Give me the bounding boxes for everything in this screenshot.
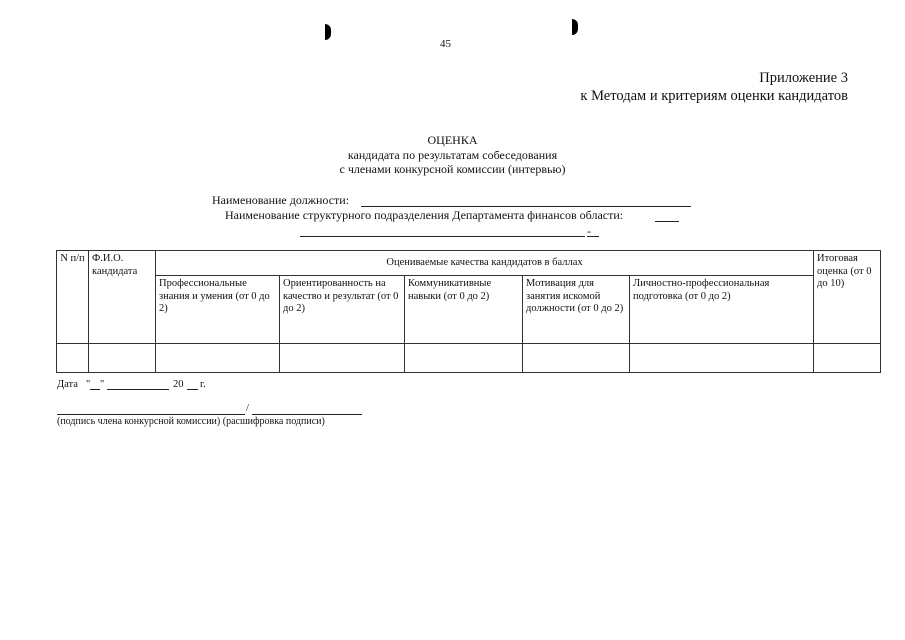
position-label: Наименование должности: [212,193,350,207]
date-label: Дата [57,379,78,390]
date-year-prefix: 20 [173,379,184,390]
header-communication-skills: Коммуникативные навыки (от 0 до 2) [405,276,523,344]
date-year-suffix: г. [200,379,206,390]
document-title: ОЦЕНКА [427,133,478,147]
header-motivation: Мотивация для занятия искомой должности (от 0 до 2) [523,276,630,344]
page-number: 45 [440,38,451,50]
department-label: Наименование структурного подразделения Департамента финансов области: [225,208,624,222]
header-full-name: Ф.И.О. кандидата [89,251,156,344]
cell-personal-professional-training[interactable] [630,344,814,373]
header-total-score: Итоговая оценка (от 0 до 10) [814,251,881,344]
header-qualities-group: Оцениваемые качества кандидатов в баллах [156,251,814,276]
department-tail-line [587,236,599,237]
date-month-line[interactable] [107,389,169,390]
department-fill-line[interactable] [655,221,679,222]
header-quality-orientation: Ориентированность на качество и результат (от 0 до 2) [280,276,405,344]
cell-communication-skills[interactable] [405,344,523,373]
table-row [57,344,881,373]
appendix-subtitle: к Методам и критериям оценки кандидатов [580,88,848,104]
date-quote-close: " [100,379,105,390]
document-subtitle-line-2: с членами конкурсной комиссии (интервью) [339,162,566,176]
signature-decoding-line[interactable] [252,414,362,415]
appendix-title: Приложение 3 [759,70,848,86]
signature-caption: (подпись члена конкурсной комиссии) (расшифровка подписи) [57,416,325,427]
signature-line[interactable] [57,414,245,415]
cell-quality-orientation[interactable] [280,344,405,373]
cell-motivation[interactable] [523,344,630,373]
cell-professional-knowledge[interactable] [156,344,280,373]
hole-punch-mark-left [325,24,331,40]
header-professional-knowledge: Профессиональные знания и умения (от 0 до 2) [156,276,280,344]
date-quote-open: " [86,379,91,390]
cell-number[interactable] [57,344,89,373]
header-number: N п/п [57,251,89,344]
cell-total-score[interactable] [814,344,881,373]
signature-separator: / [246,403,249,414]
department-tail-mark: - [587,224,591,238]
cell-full-name[interactable] [89,344,156,373]
position-fill-line[interactable] [361,206,691,207]
header-personal-professional-training: Личностно-профессиональная подготовка (от 0 до 2) [630,276,814,344]
document-subtitle-line-1: кандидата по результатам собеседования [347,148,558,162]
evaluation-table [56,250,881,373]
hole-punch-mark-right [572,19,578,35]
date-day-line[interactable] [90,389,100,390]
date-year-line[interactable] [187,389,198,390]
department-fill-line-continued[interactable] [300,236,585,237]
